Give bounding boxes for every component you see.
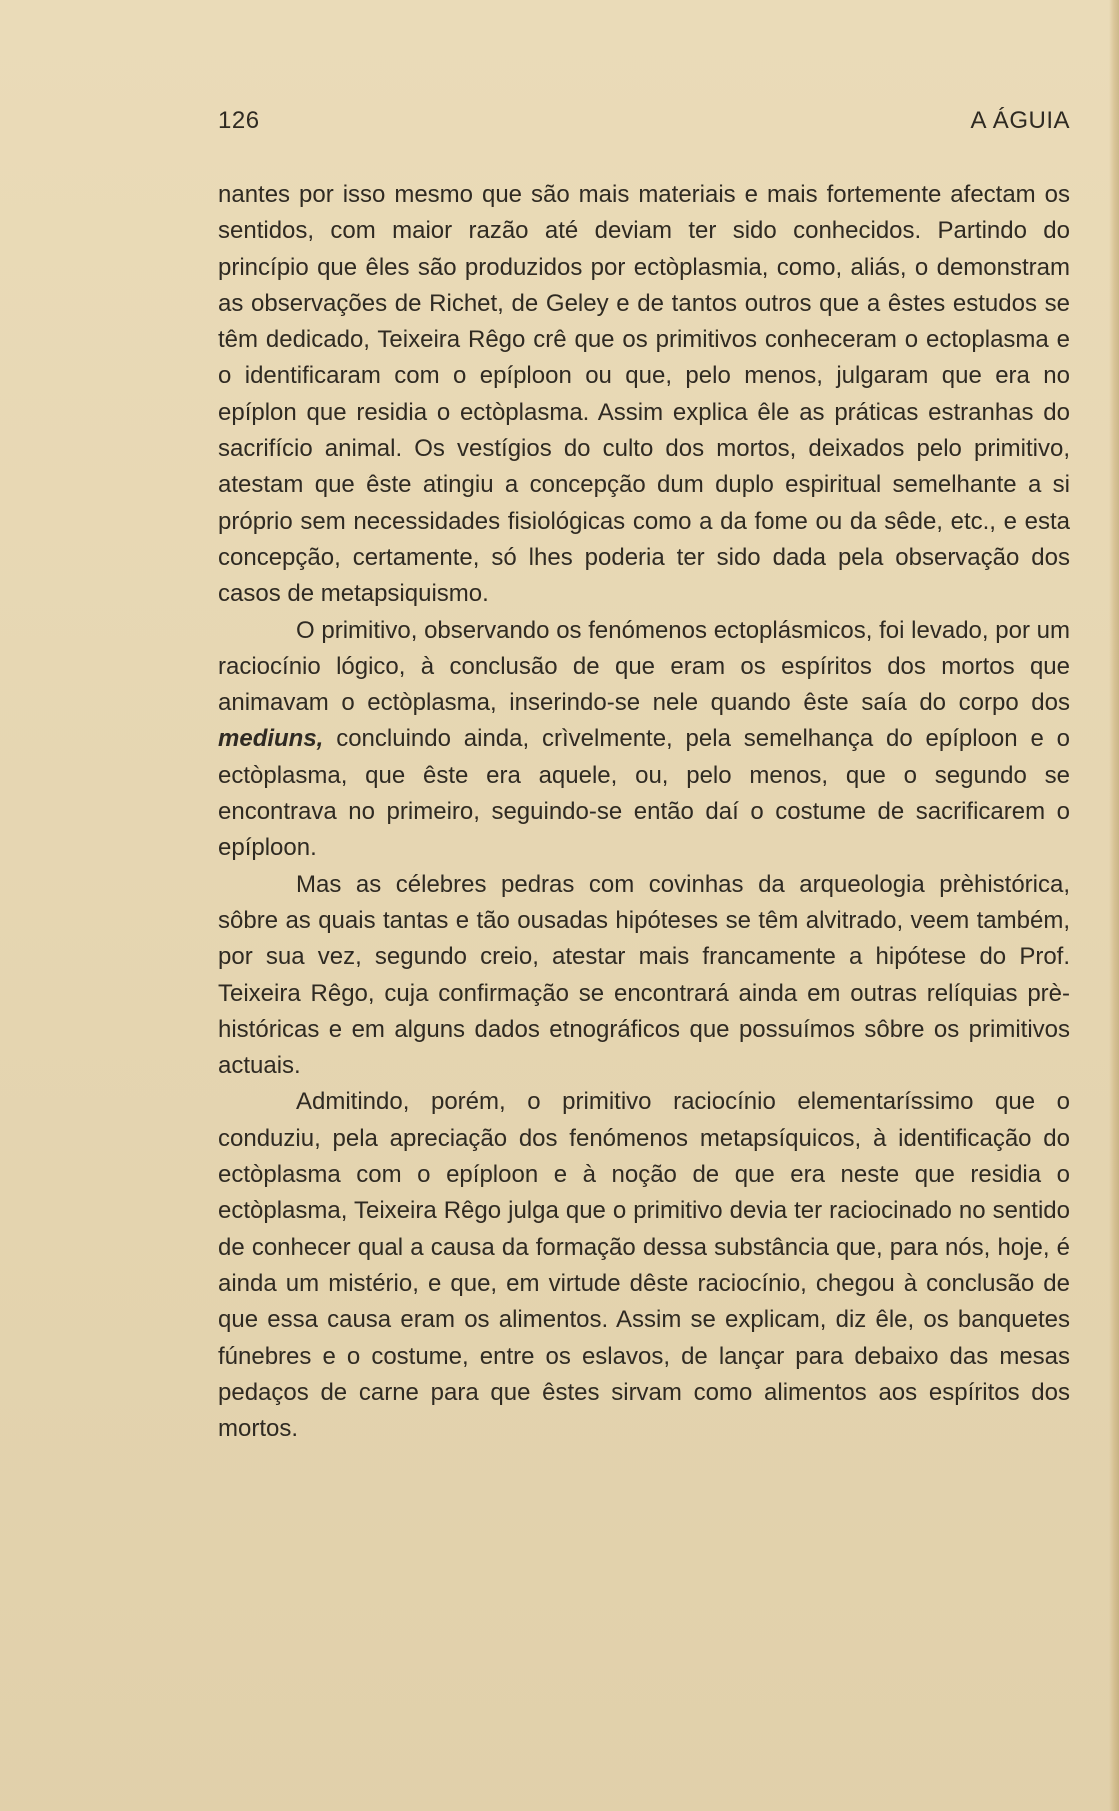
paragraph-4-text: Admitindo, porém, o primitivo raciocínio elementaríssimo que o conduziu, pela apreciação dos fenómenos metapsíquicos, à identificação do ectòplasma com o epíploon e à noção de que era neste que residia o ectòplasma, Teixeira Rêgo julga que o primitivo devia ter raciocinado no sentido de conhecer qual a causa da formação dessa substância que, para nós, hoje, é ainda um mistério, e que, em virtude dêste raciocínio, chegou à conclusão de que essa causa eram os alimentos. Assim se explicam, diz êle, os banquetes fúnebres e o costume, entre os eslavos, de lançar para debaixo das mesas pedaços de carne para que êstes sirvam como alimentos aos espíritos dos mortos. <box>218 1088 1070 1443</box>
paragraph-2-text-before: O primitivo, observando os fenómenos ectoplásmicos, foi levado, por um raciocínio lógico, à conclusão de que eram os espíritos dos mortos que animavam o ectòplasma, inserindo-se nele quando êste saía do corpo dos <box>218 616 1070 717</box>
page-number: 126 <box>218 107 260 134</box>
paragraph-4 <box>218 1084 1070 1447</box>
running-title: A ÁGUIA <box>970 107 1070 134</box>
paragraph-2-italic-term: mediuns, <box>218 725 324 753</box>
paragraph-2 <box>218 613 1070 867</box>
paragraph-1-text: nantes por isso mesmo que são mais materiais e mais fortemente afectam os sentidos, com maior razão até deviam ter sido conhecidos. Partindo do princípio que êles são produzidos por ectòplasmia, como, aliás, o demonstram as observações de Richet, de Geley e de tantos outros que a êstes estudos se têm dedicado, Teixeira Rêgo crê que os primitivos conheceram o ectoplasma e o identificaram com o epíploon ou que, pelo menos, julgaram que era no epíplon que residia o ectòplasma. Assim explica êle as práticas estranhas do sacrifício animal. Os vestígios do culto dos mortos, deixados pelo primitivo, atestam que êste atingiu a concepção dum duplo espiritual semelhante a si próprio sem necessidades fisiológicas como a da fome ou da sêde, etc., e esta concepção, certamente, só lhes poderia ter sido dada pela observação dos casos de metapsiquismo. <box>218 181 1070 608</box>
paragraph-3-text: Mas as célebres pedras com covinhas da arqueologia prèhistórica, sôbre as quais tantas e tão ousadas hipóteses se têm alvitrado, veem também, por sua vez, segundo creio, atestar mais francamente a hipótese do Prof. Teixeira Rêgo, cuja confirmação se encontrará ainda em outras relíquias prè-históricas e em alguns dados etnográficos que possuímos sôbre os primitivos actuais. <box>218 870 1070 1080</box>
paragraph-3 <box>218 867 1070 1085</box>
page-header <box>218 106 1070 136</box>
paragraph-2-text <box>218 613 1070 867</box>
page-edge-shadow <box>1109 0 1119 1811</box>
paragraph-1 <box>218 177 1070 613</box>
body-text <box>218 177 1070 1447</box>
paragraph-2-text-after: concluindo ainda, crìvelmente, pela semelhança do epíploon e o ectòplasma, que êste era aquele, ou, pelo menos, que o segundo se encontrava no primeiro, seguindo-se então daí o costume de sacrificarem o epíploon. <box>218 725 1070 862</box>
